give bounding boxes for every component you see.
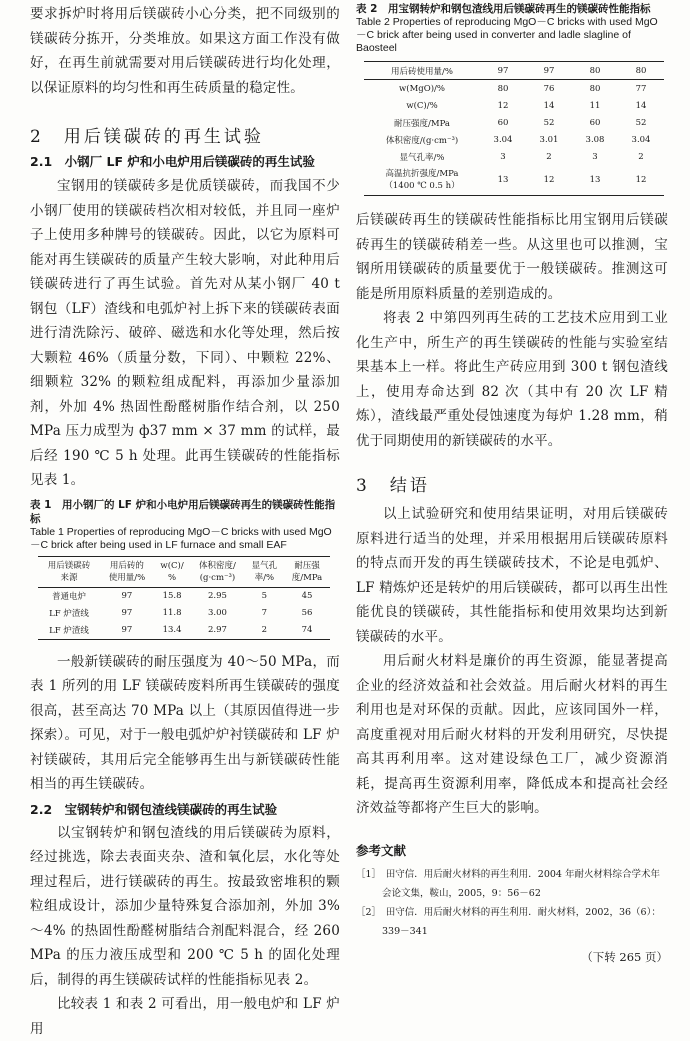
table-1-header: 耐压强 度/MPa (284, 556, 330, 587)
table-cell: 11 (589, 100, 601, 111)
application-paragraph: 将表 2 中第四列再生砖的工艺技术应用到工业化生产中，所生产的再生镁碳砖的性能与实验室结果基本上一样。将此生产砖应用到 300 t 钢包渣线上，使用寿命达到 82 次（其中有 20 次 LF 精炼），渣线最严重处侵蚀速度为每炉 1.28 mm，稍优于同期使用的新镁碳砖的水平。 (356, 310, 668, 449)
conclusion-paragraph-2: 用后耐火材料是廉价的再生资源，能显著提高企业的经济效益和社会效益。用后耐火材料的再生利用也是对环保的贡献。因此，应该同国外一样，高度重视对用后耐火材料的开发利用研究，尽快提高其再利用率。这对建设绿色工厂，减少资源消耗，提高再生资源利用率，降低成本和提高社会经济效益等都将产生巨大的影响。 (356, 653, 668, 816)
table-row (364, 97, 664, 114)
table-row (364, 148, 664, 165)
table-row (38, 605, 330, 622)
table-cell: 12 (618, 165, 664, 196)
table-row (38, 587, 330, 605)
table-cell: 60 (589, 117, 601, 128)
table-cell: 97 (121, 591, 133, 601)
table-cell: 52 (635, 117, 647, 128)
table-cell: 3.04 (631, 134, 651, 145)
table-row-label: 显气孔率/% (399, 152, 445, 163)
table-cell: 3.08 (585, 134, 605, 145)
table-cell: 80 (589, 83, 601, 94)
last-paragraph: 比较表 1 和表 2 可看出，用一般电炉和 LF 炉用 (30, 996, 340, 1037)
table-cell: 7 (261, 608, 268, 618)
reference-item: ［2］ 田守信．用后耐火材料的再生利用．耐火材料，2002，36（6）：339－341 (356, 906, 661, 937)
table-row (38, 622, 330, 640)
table-cell: LF 炉渣线 (49, 609, 89, 619)
table-2 (364, 61, 664, 196)
table-row (364, 131, 664, 148)
references-title: 参考文献 (356, 842, 407, 858)
table-1-caption (30, 498, 340, 552)
table-cell: 5 (261, 591, 268, 601)
table-1-caption-en: Table 1 Properties of reproducing MgO－C bricks with used MgO－C brick after being used in LF furnace and small EAF (30, 525, 332, 551)
table-cell: 11.8 (162, 608, 182, 618)
right-column (356, 0, 668, 967)
section-2-title: 2 用后镁碳砖的再生试验 (30, 127, 264, 147)
table-cell: 80 (572, 62, 618, 80)
table-cell: 97 (480, 62, 526, 80)
table-row (364, 80, 664, 98)
table-cell: 12 (497, 100, 509, 111)
table-cell: 80 (618, 62, 664, 80)
table-cell: 普通电炉 (51, 592, 86, 602)
section-2-2-paragraph: 以宝钢转炉和钢包渣线的用后镁碳砖为原料，经过挑选，除去表面夹杂、渣和氧化层，水化等处理过程后，进行镁碳砖的再生。按最致密堆积的颗粒组成设计，添加少量特殊复合添加剂，外加 3%～4% 的热固性酚醛树脂结合剂配料混合，经 260 MPa 的压力液压成型和 200 ℃ 5 h 的固化处理后，制得的再生镁碳砖试样的性能指标见表 2。 (30, 824, 340, 988)
table-cell: 14 (543, 100, 555, 111)
table-cell: 3.04 (493, 134, 513, 145)
table-1-header: 体积密度/ (g·cm⁻³) (190, 556, 244, 587)
table-cell: 74 (284, 622, 330, 640)
table-1-caption-cn: 表 1 用小钢厂的 LF 炉和小电炉用后镁碳砖再生的镁碳砖性能指标 (30, 498, 336, 525)
table-cell: 3.00 (208, 608, 227, 618)
table-2-caption-cn: 表 2 用宝钢转炉和钢包渣线用后镁碳砖再生的镁碳砖性能指标 (356, 3, 651, 15)
table-row-label: w(MgO)/% (399, 83, 445, 94)
table-1-header: 用后砖的 使用量/% (100, 556, 154, 587)
section-2-2-title: 2.2 宝钢转炉和钢包渣线镁碳砖的再生试验 (30, 801, 278, 817)
table-cell: 2 (546, 151, 552, 162)
table-cell: LF 炉渣线 (38, 622, 100, 640)
table-row (364, 62, 664, 80)
table-cell: 2 (638, 151, 644, 162)
table-2-caption-en: Table 2 Properties of reproducing MgO－C bricks with used MgO－C brick after being used in converter and ladle slagline of Baosteel (356, 16, 658, 54)
table-row-label: 耐压强度/MPa (394, 118, 450, 129)
continued-note: （下转 265 页） (581, 949, 668, 964)
table-cell: 56 (301, 608, 313, 618)
table-cell: 13 (572, 165, 618, 196)
table-cell: 3.01 (539, 134, 559, 145)
intro-paragraph: 要求拆炉时将用后镁碳砖小心分类，把不同级别的镁碳砖分拣开，分类堆放。如果这方面工作没有做好，在再生前就需要对用后镁碳砖进行均化处理，以保证原料的均匀性和再生砖质量的稳定性。 (30, 6, 340, 96)
table-cell: 2.97 (190, 622, 244, 640)
references-list (356, 865, 668, 941)
table-1 (38, 556, 330, 640)
table-cell: 45 (301, 591, 313, 601)
table-row-label: 高温抗折强度/MPa （1400 ℃ 0.5 h） (364, 165, 480, 196)
table-cell: 3 (500, 151, 506, 162)
table-cell: 52 (543, 117, 555, 128)
section-2-1-title: 2.1 小钢厂 LF 炉和小电炉用后镁碳砖的再生试验 (30, 154, 315, 169)
paragraph-after-table-1: 一般新镁碳砖的耐压强度为 40～50 MPa，而表 1 所列的用 LF 镁碳砖废料所再生镁碳砖的强度很高，甚至高达 70 MPa 以上（其原因值得进一步探索）。可见，对于一般电弧炉炉衬镁碳砖和 LF 炉衬镁碳砖，其用后完全能够再生出与新镁碳砖性能相当的再生镁碳砖。 (30, 653, 340, 792)
table-row (364, 165, 664, 196)
table-cell: 77 (635, 83, 647, 94)
reference-item: ［1］ 田守信．用后耐火材料的再生利用．2004 年耐火材料综合学术年会论文集，鞍山，2005，9：56－62 (356, 868, 660, 899)
table-cell: 2.95 (208, 591, 227, 601)
table-cell: 76 (543, 83, 555, 94)
conclusion-paragraph-1: 以上试验研究和使用结果证明，对用后镁碳砖原料进行适当的处理，并采用根据用后镁碳砖原料的特点而开发的再生镁碳砖技术，不论是电弧炉、LF 精炼炉还是转炉的用后镁碳砖，都可以再生出性能优良的镁碳砖，其性能指标和使用效果均达到新镁碳砖的水平。 (356, 506, 668, 645)
section-2-1-paragraph: 宝钢用的镁碳砖多是优质镁碳砖，而我国不少小钢厂使用的镁碳砖档次相对较低，并且同一座炉子上使用多种牌号的镁碳砖。因此，以它为原料可能对再生镁碳砖的质量产生较大影响，对此种用后镁碳砖进行了再生试验。首先对从某小钢厂 40 t 钢包（LF）渣线和电弧炉衬上拆下来的镁碳砖表面进行清洗除污、破碎、磁选和水化等处理，然后按大颗粒 46%（质量分数，下同）、中颗粒 22%、细颗粒 32% 的颗粒组成配料，再添加少量添加剂，外加 4% 热固性酚醛树脂作结合剂，以 250 MPa 压力成型为 ф37 mm × 37 mm 的试样，最后经 190 ℃ 5 h 处理。此再生镁碳砖的性能指标见表 1。 (30, 178, 340, 488)
table-cell: 97 (100, 622, 154, 640)
section-3-title: 3 结语 (356, 476, 430, 496)
table-cell: 60 (497, 117, 509, 128)
table-cell: 97 (526, 62, 572, 80)
table-cell: 97 (121, 608, 133, 618)
table-row-label: 体积密度/(g·cm⁻³) (385, 135, 459, 146)
table-cell: 13.4 (154, 622, 190, 640)
table-cell: 13 (480, 165, 526, 196)
table-cell: 15.8 (162, 591, 182, 601)
table-cell: 80 (497, 83, 509, 94)
table-cell: 14 (635, 100, 647, 111)
table-1-header: 显气孔 率/% (245, 556, 284, 587)
table-row-label: w(C)/% (406, 100, 438, 111)
table-1-header: 用后镁碳砖 来源 (38, 556, 100, 587)
table-row (364, 114, 664, 131)
table-cell: 3 (592, 151, 598, 162)
table-1-header: w(C)/ % (154, 556, 190, 587)
table-cell: 2 (245, 622, 284, 640)
table-2-caption (356, 2, 668, 55)
table-cell: 12 (526, 165, 572, 196)
left-column (30, 0, 340, 1041)
table-row-label: 用后砖使用量/% (364, 62, 480, 80)
paragraph-after-table-2: 后镁碳砖再生的镁碳砖性能指标比用宝钢用后镁碳砖再生的镁碳砖稍差一些。从这里也可以推测，宝钢所用镁碳砖的质量要优于一般镁碳砖。推测这可能是所用原料质量的差别造成的。 (356, 212, 668, 302)
